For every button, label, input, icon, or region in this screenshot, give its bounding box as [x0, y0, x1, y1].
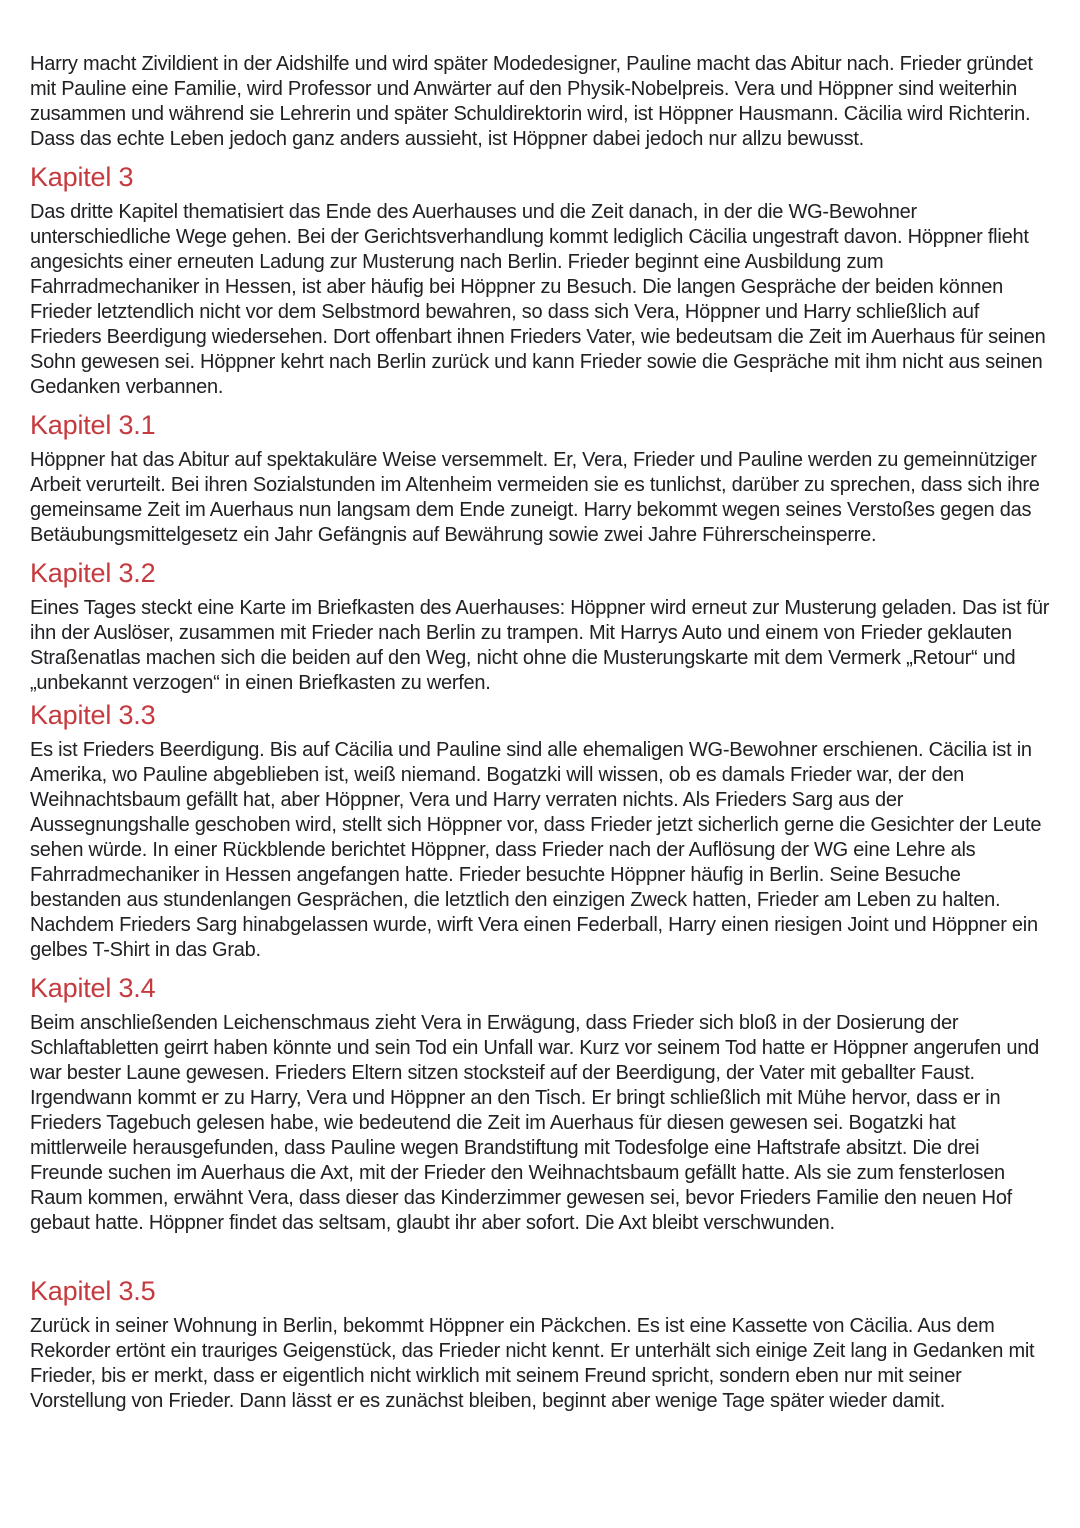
paragraph-kapitel-3-4: Beim anschließenden Leichenschmaus zieht Vera in Erwägung, dass Frieder sich bloß in der Dosierung der Schlaftabletten geirrt haben könnte und sein Tod ein Unfall war. Kurz vor seinem Tod hatte er Höppner angerufen und war bester Laune gewesen. Frieders Eltern sitzen stocksteif auf der Beerdigung, der Vater mit geballter Faust. Irgendwann kommt er zu Harry, Vera und Höppner an den Tisch. Er bringt schließlich mit Mühe hervor, dass er in Frieders Tagebuch gelesen habe, wie bedeutend die Zeit im Auerhaus für diesen gewesen sei. Bogatzki hat mittlerweile herausgefunden, dass Pauline wegen Brandstiftung mit Todesfolge eine Haftstrafe absitzt. Die drei Freunde suchen im Auerhaus die Axt, mit der Frieder den Weihnachtsbaum gefällt hatte. Als sie zum fensterlosen Raum kommen, erwähnt Vera, dass dieser das Kinderzimmer gewesen sei, bevor Frieders Familie den neuen Hof gebaut hatte. Höppner findet das seltsam, glaubt ihr aber sofort. Die Axt bleibt verschwunden. [30, 1012, 1039, 1234]
intro-paragraph: Harry macht Zivildient in der Aidshilfe und wird später Modedesigner, Pauline macht das Abitur nach. Frieder gründet mit Pauline eine Familie, wird Professor und Anwärter auf den Physik-Nobelpreis. Vera und Höppner sind weiterhin zusammen und während sie Lehrerin und später Schuldirektorin wird, ist Höppner Hausmann. Cäcilia wird Richterin. Dass das echte Leben jedoch ganz anders aussieht, ist Höppner dabei jedoch nur allzu bewusst. [30, 53, 1033, 150]
section-kapitel-3-5 [30, 1276, 1050, 1414]
heading-kapitel-3-3: Kapitel 3.3 [30, 700, 156, 730]
section-kapitel-3-1 [30, 410, 1050, 548]
section-kapitel-3-2 [30, 558, 1050, 696]
heading-kapitel-3-5: Kapitel 3.5 [30, 1276, 156, 1306]
heading-kapitel-3-1: Kapitel 3.1 [30, 410, 156, 440]
section-kapitel-3 [30, 162, 1050, 400]
paragraph-kapitel-3-1: Höppner hat das Abitur auf spektakuläre Weise versemmelt. Er, Vera, Frieder und Pauline werden zu gemeinnütziger Arbeit verurteilt. Bei ihren Sozialstunden im Altenheim vermeiden sie es tunlichst, darüber zu sprechen, dass sich ihre gemeinsame Zeit im Auerhaus nun langsam dem Ende zuneigt. Harry bekommt wegen seines Verstoßes gegen das Betäubungsmittelgesetz ein Jahr Gefängnis auf Bewährung sowie zwei Jahre Führerscheinsperre. [30, 449, 1040, 546]
paragraph-kapitel-3-2: Eines Tages steckt eine Karte im Briefkasten des Auerhauses: Höppner wird erneut zur Musterung geladen. Das ist für ihn der Auslöser, zusammen mit Frieder nach Berlin zu trampen. Mit Harrys Auto und einem von Frieder geklauten Straßenatlas machen sich die beiden auf den Weg, nicht ohne die Musterungskarte mit dem Vermerk „Retour“ und „unbekannt verzogen“ in einen Briefkasten zu werfen. [30, 597, 1050, 694]
section-kapitel-3-4 [30, 973, 1050, 1236]
heading-kapitel-3-2: Kapitel 3.2 [30, 558, 156, 588]
heading-kapitel-3: Kapitel 3 [30, 162, 134, 192]
section-kapitel-3-3 [30, 700, 1050, 963]
paragraph-kapitel-3-5: Zurück in seiner Wohnung in Berlin, bekommt Höppner ein Päckchen. Es ist eine Kassette von Cäcilia. Aus dem Rekorder ertönt ein trauriges Geigenstück, das Frieder nicht kennt. Er unterhält sich einige Zeit lang in Gedanken mit Frieder, bis er merkt, dass er eigentlich nicht wirklich mit seinem Freund spricht, sondern eben nur mit seiner Vorstellung von Frieder. Dann lässt er es zunächst bleiben, beginnt aber wenige Tage später wieder damit. [30, 1315, 1035, 1412]
paragraph-kapitel-3: Das dritte Kapitel thematisiert das Ende des Auerhauses und die Zeit danach, in der die WG-Bewohner unterschiedliche Wege gehen. Bei der Gerichtsverhandlung kommt lediglich Cäcilia ungestraft davon. Höppner flieht angesichts einer erneuten Ladung zur Musterung nach Berlin. Frieder beginnt eine Ausbildung zum Fahrradmechaniker in Hessen, ist aber häufig bei Höppner zu Besuch. Die langen Gespräche der beiden können Frieder letztendlich nicht vor dem Selbstmord bewahren, so dass sich Vera, Höppner und Harry schließlich auf Frieders Beerdigung wiedersehen. Dort offenbart ihnen Frieders Vater, wie bedeutsam die Zeit im Auerhaus für seinen Sohn gewesen sei. Höppner kehrt nach Berlin zurück und kann Frieder sowie die Gespräche mit ihm nicht aus seinen Gedanken verbannen. [30, 201, 1046, 398]
heading-kapitel-3-4: Kapitel 3.4 [30, 973, 156, 1003]
paragraph-kapitel-3-3: Es ist Frieders Beerdigung. Bis auf Cäcilia und Pauline sind alle ehemaligen WG-Bewohner erschienen. Cäcilia ist in Amerika, wo Pauline abgeblieben ist, weiß niemand. Bogatzki will wissen, ob es damals Frieder war, der den Weihnachtsbaum gefällt hat, aber Höppner, Vera und Harry verraten nichts. Als Frieders Sarg aus der Aussegnungshalle geschoben wird, stellt sich Höppner vor, dass Frieder jetzt sicherlich gerne die Gesichter der Leute sehen würde. In einer Rückblende berichtet Höppner, dass Frieder nach der Auflösung der WG eine Lehre als Fahrradmechaniker in Hessen angefangen hatte. Frieder besuchte Höppner häufig in Berlin. Seine Besuche bestanden aus stundenlangen Gesprächen, die letztlich den einzigen Zweck hatten, Frieder am Leben zu halten. Nachdem Frieders Sarg hinabgelassen wurde, wirft Vera einen Federball, Harry einen riesigen Joint und Höppner ein gelbes T-Shirt in das Grab. [30, 739, 1042, 961]
